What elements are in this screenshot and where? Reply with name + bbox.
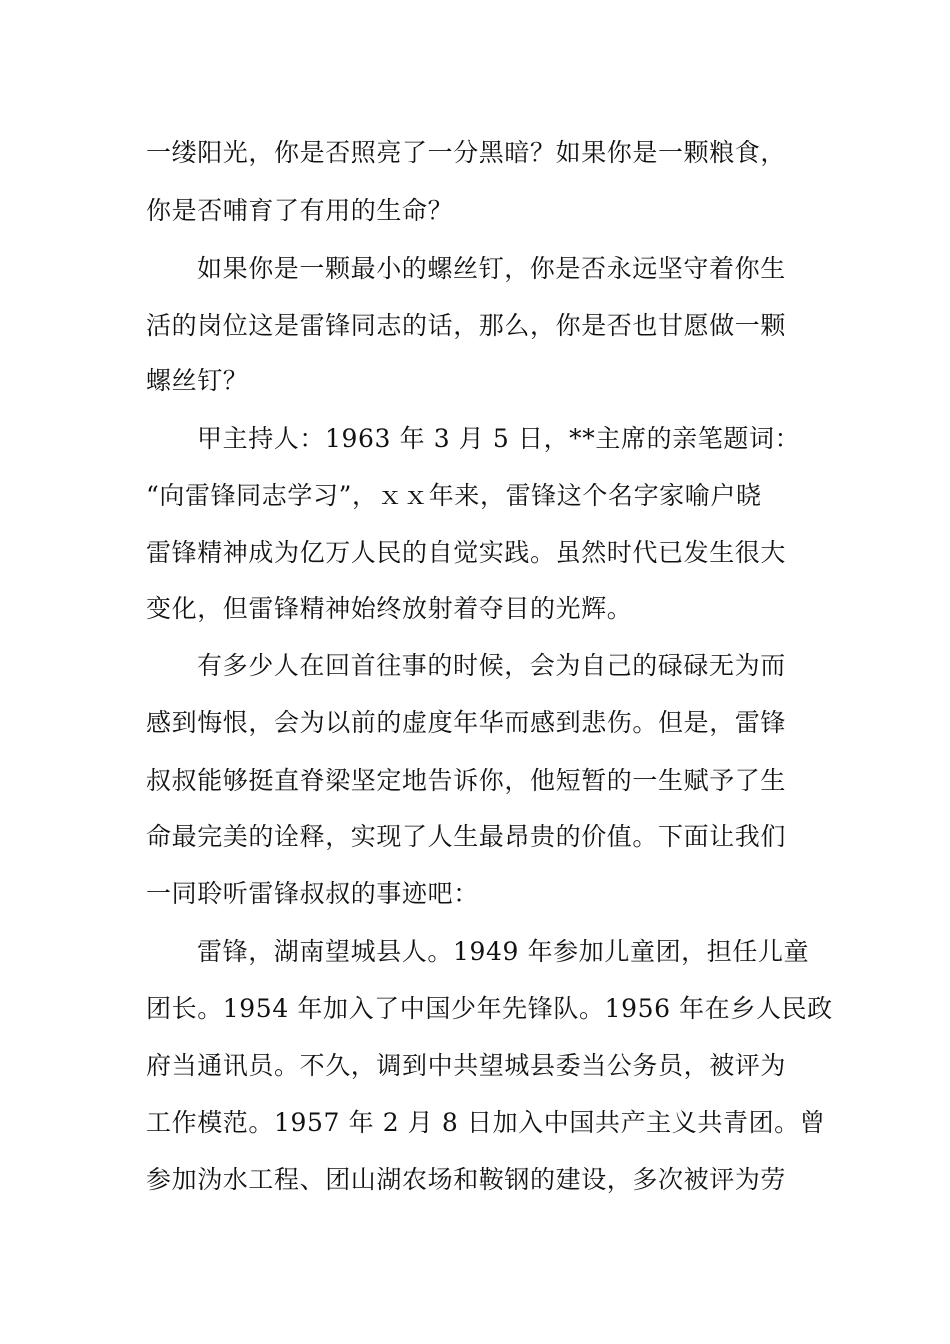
paragraph-first-line: 雷锋，湖南望城县人。1949 年参加儿童团，担任儿童	[197, 937, 810, 966]
text-line: 团长。1954 年加入了中国少年先锋队。1956 年在乡人民政	[146, 994, 833, 1023]
text-line: 参加沩水工程、团山湖农场和鞍钢的建设，多次被评为劳	[146, 1165, 787, 1194]
paragraph-first-line: 甲主持人：1963 年 3 月 5 日，**主席的亲笔题词：	[197, 424, 801, 453]
text-line: 变化，但雷锋精神始终放射着夺目的光辉。	[146, 594, 633, 623]
text-line: 你是否哺育了有用的生命？	[146, 196, 454, 225]
text-line: 命最完美的诠释，实现了人生最昂贵的价值。下面让我们	[146, 822, 787, 851]
text-line: 工作模范。1957 年 2 月 8 日加入中国共产主义共青团。曾	[146, 1108, 826, 1137]
text-line: 活的岗位这是雷锋同志的话，那么，你是否也甘愿做一颗	[146, 311, 787, 340]
text-line: 感到悔恨，会为以前的虚度年华而感到悲伤。但是，雷锋	[146, 708, 787, 737]
text-line: 叔叔能够挺直脊梁坚定地告诉你，他短暂的一生赋予了生	[146, 766, 787, 795]
text-line: 螺丝钉？	[146, 366, 249, 395]
paragraph-first-line: 有多少人在回首往事的时候，会为自己的碌碌无为而	[197, 651, 786, 680]
text-line: 府当通讯员。不久，调到中共望城县委当公务员，被评为	[146, 1051, 787, 1080]
text-line: 雷锋精神成为亿万人民的自觉实践。虽然时代已发生很大	[146, 538, 787, 567]
paragraph-first-line: 如果你是一颗最小的螺丝钉，你是否永远坚守着你生	[197, 254, 786, 283]
text-line: “向雷锋同志学习”，ｘｘ年来，雷锋这个名字家喻户晓	[146, 481, 762, 510]
text-line: 一同聆听雷锋叔叔的事迹吧：	[146, 879, 479, 908]
text-line: 一缕阳光，你是否照亮了一分黑暗？如果你是一颗粮食，	[146, 138, 787, 167]
